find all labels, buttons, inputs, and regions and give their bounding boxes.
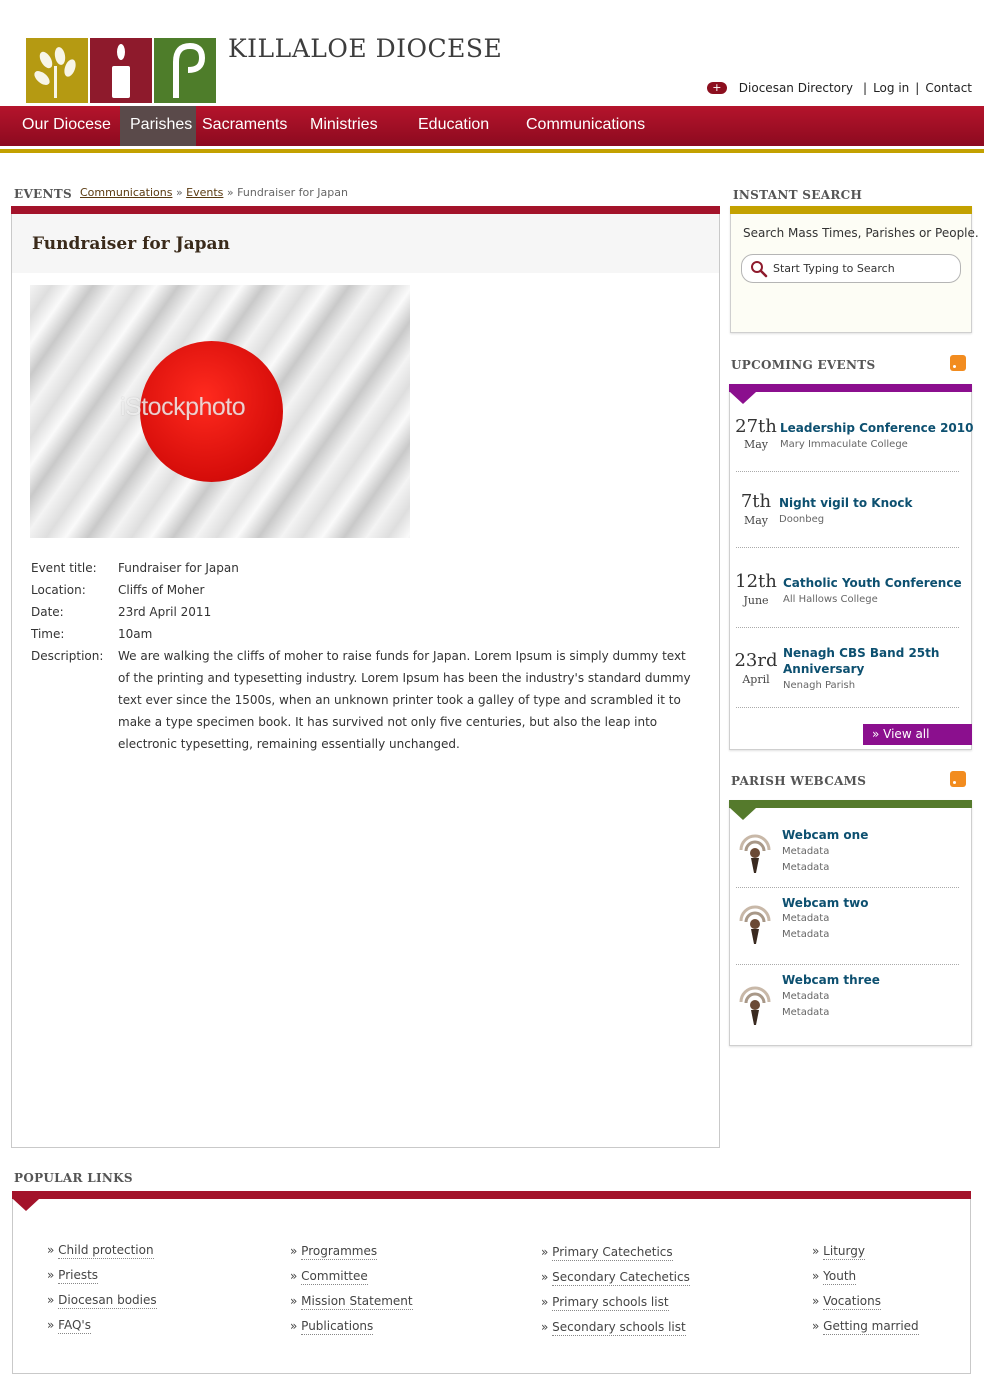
rss-icon[interactable] — [950, 771, 966, 787]
bullet: » — [290, 1244, 298, 1258]
event-title[interactable]: Night vigil to Knock — [779, 496, 913, 510]
webcam-meta: Metadata — [782, 913, 830, 924]
page-title: Fundraiser for Japan — [32, 234, 230, 254]
event-title-line2[interactable]: Anniversary — [783, 662, 865, 676]
event-location: All Hallows College — [783, 594, 878, 605]
separator: | — [863, 81, 868, 95]
events-top-bar — [729, 384, 972, 392]
nav-communications[interactable]: Communications — [526, 116, 646, 133]
nav-parishes[interactable]: Parishes — [120, 106, 196, 146]
rss-icon[interactable] — [950, 355, 966, 371]
upcoming-events-title: UPCOMING EVENTS — [731, 358, 876, 372]
webcam-title[interactable]: Webcam three — [782, 973, 880, 987]
link-priests[interactable]: Priests — [58, 1268, 99, 1282]
link-getting-married[interactable]: Getting married — [823, 1319, 919, 1333]
divider — [736, 627, 959, 628]
event-image — [30, 285, 410, 538]
popular-links-top-bar — [12, 1191, 971, 1199]
section-label: EVENTS — [14, 187, 72, 201]
events-notch — [730, 392, 756, 404]
panel-top-bar — [11, 206, 720, 214]
diocesan-directory-link[interactable]: Diocesan Directory — [738, 81, 854, 95]
logo-crozier-icon — [154, 38, 216, 103]
popular-link[interactable] — [47, 1243, 154, 1257]
contact-link[interactable]: Contact — [925, 81, 972, 95]
nav-sacraments[interactable]: Sacraments — [202, 116, 288, 133]
value-event-title: Fundraiser for Japan — [118, 561, 239, 575]
link-committee[interactable]: Committee — [301, 1269, 368, 1283]
breadcrumb-sep: » — [226, 186, 234, 199]
bullet: » — [541, 1295, 549, 1309]
link-vocations[interactable]: Vocations — [823, 1294, 881, 1308]
bullet: » — [47, 1243, 55, 1257]
nav-our-diocese[interactable]: Our Diocese — [22, 116, 111, 133]
label-location: Location: — [31, 583, 86, 597]
popular-links-notch — [13, 1199, 39, 1211]
bullet: » — [812, 1294, 820, 1308]
event-day: 27th — [735, 416, 777, 437]
bullet: » — [812, 1269, 820, 1283]
search-hint: Search Mass Times, Parishes or People. — [743, 226, 979, 240]
brand-name[interactable]: KILLALOE DIOCESE — [228, 34, 503, 63]
value-location: Cliffs of Moher — [118, 583, 205, 597]
webcam-broadcast-icon — [738, 830, 772, 874]
divider — [736, 547, 959, 548]
search-input[interactable] — [741, 254, 961, 283]
nav-education[interactable]: Education — [418, 116, 490, 133]
event-day: 7th — [740, 491, 772, 512]
divider — [736, 707, 959, 708]
bullet: » — [812, 1244, 820, 1258]
bullet: » — [47, 1268, 55, 1282]
popular-link[interactable] — [290, 1269, 368, 1283]
webcam-meta: Metadata — [782, 862, 830, 873]
event-location: Doonbeg — [779, 514, 825, 525]
bullet: » — [47, 1293, 55, 1307]
popular-link[interactable] — [290, 1319, 373, 1333]
main-nav — [0, 106, 984, 146]
webcam-title[interactable]: Webcam two — [782, 896, 869, 910]
link-secondary-catechetics[interactable]: Secondary Catechetics — [552, 1270, 690, 1284]
top-links — [707, 81, 972, 95]
popular-link[interactable] — [812, 1319, 919, 1333]
link-secondary-schools-list[interactable]: Secondary schools list — [552, 1320, 686, 1334]
event-location: Mary Immaculate College — [780, 439, 908, 450]
plus-icon: + — [707, 82, 727, 94]
label-time: Time: — [31, 627, 65, 641]
link-programmes[interactable]: Programmes — [301, 1244, 378, 1258]
link-diocesan-bodies[interactable]: Diocesan bodies — [58, 1293, 157, 1307]
event-day: 12th — [735, 571, 777, 592]
webcam-meta: Metadata — [782, 846, 830, 857]
link-liturgy[interactable]: Liturgy — [823, 1244, 865, 1258]
bullet: » — [541, 1270, 549, 1284]
logo-wheat-icon — [26, 38, 88, 103]
link-primary-catechetics[interactable]: Primary Catechetics — [552, 1245, 673, 1259]
separator: | — [915, 81, 920, 95]
popular-link[interactable] — [812, 1294, 881, 1308]
value-description: We are walking the cliffs of moher to raise funds for Japan. Lorem Ipsum is simply dummy text of the printing and typesetting industry. Lorem Ipsum has been the industry's standard dummy text ever since the 1500s, when an unknown printer took a galley of type and scrambled it to make a type specimen book. It has survived not only five centuries, but also the leap into electronic typesetting, remaining essentially unchanged. — [118, 649, 691, 751]
search-top-bar — [730, 206, 972, 214]
label-date: Date: — [31, 605, 64, 619]
bullet: » — [290, 1269, 298, 1283]
popular-link[interactable] — [47, 1318, 91, 1332]
webcams-top-bar — [729, 800, 972, 808]
link-faqs[interactable]: FAQ's — [58, 1318, 91, 1332]
popular-link[interactable] — [812, 1244, 865, 1258]
bullet: » — [47, 1318, 55, 1332]
webcam-meta: Metadata — [782, 929, 830, 940]
link-youth[interactable]: Youth — [823, 1269, 857, 1283]
watermark-text: iStockphoto — [120, 393, 246, 421]
nav-ministries[interactable]: Ministries — [310, 116, 378, 133]
webcams-title: PARISH WEBCAMS — [731, 774, 867, 788]
event-title[interactable]: Leadership Conference 2010 — [780, 421, 974, 435]
breadcrumb-current: Fundraiser for Japan — [237, 186, 348, 199]
logo-candle-icon — [90, 38, 152, 103]
webcam-title[interactable]: Webcam one — [782, 828, 869, 842]
divider — [736, 471, 959, 472]
link-child-protection[interactable]: Child protection — [58, 1243, 154, 1257]
event-month: May — [743, 514, 769, 527]
link-mission-statement[interactable]: Mission Statement — [301, 1294, 413, 1308]
popular-link[interactable] — [47, 1293, 157, 1307]
label-event-title: Event title: — [31, 561, 97, 575]
bullet: » — [290, 1319, 298, 1333]
bullet: » — [290, 1294, 298, 1308]
nav-underline — [0, 149, 984, 153]
label-description: Description: — [31, 649, 104, 663]
popular-link[interactable] — [541, 1270, 690, 1284]
bullet: » — [812, 1319, 820, 1333]
bullet: » — [541, 1245, 549, 1259]
webcam-broadcast-icon — [738, 901, 772, 945]
popular-link[interactable] — [541, 1320, 686, 1334]
view-all-button[interactable]: » View all — [863, 724, 972, 745]
event-day: 23rd — [734, 650, 778, 671]
instant-search-title: INSTANT SEARCH — [733, 188, 863, 202]
event-title[interactable]: Nenagh CBS Band 25th — [783, 646, 940, 660]
search-icon — [750, 260, 768, 278]
breadcrumb-sep: » — [175, 186, 183, 199]
site-logo[interactable] — [26, 18, 222, 88]
breadcrumb-communications[interactable]: Communications — [80, 186, 173, 199]
breadcrumb — [80, 186, 348, 199]
event-month: May — [743, 438, 769, 451]
popular-link[interactable] — [541, 1245, 673, 1259]
value-date: 23rd April 2011 — [118, 605, 212, 619]
link-primary-schools-list[interactable]: Primary schools list — [552, 1295, 669, 1309]
popular-links-title: POPULAR LINKS — [14, 1171, 133, 1185]
webcam-meta: Metadata — [782, 991, 830, 1002]
popular-link[interactable] — [47, 1268, 98, 1282]
event-month: June — [743, 594, 769, 607]
popular-link[interactable] — [290, 1294, 413, 1308]
link-publications[interactable]: Publications — [301, 1319, 374, 1333]
event-location: Nenagh Parish — [783, 680, 856, 691]
event-title[interactable]: Catholic Youth Conference — [783, 576, 962, 590]
divider — [736, 964, 959, 965]
login-link[interactable]: Log in — [873, 81, 910, 95]
popular-link[interactable] — [812, 1269, 856, 1283]
webcams-notch — [730, 808, 756, 820]
webcam-broadcast-icon — [738, 982, 772, 1026]
divider — [736, 887, 959, 888]
event-month: April — [742, 673, 770, 686]
popular-link[interactable] — [290, 1244, 377, 1258]
breadcrumb-events[interactable]: Events — [186, 186, 224, 199]
value-time: 10am — [118, 627, 153, 641]
bullet: » — [541, 1320, 549, 1334]
popular-link[interactable] — [541, 1295, 669, 1309]
search-placeholder: Start Typing to Search — [773, 262, 895, 275]
webcam-meta: Metadata — [782, 1007, 830, 1018]
